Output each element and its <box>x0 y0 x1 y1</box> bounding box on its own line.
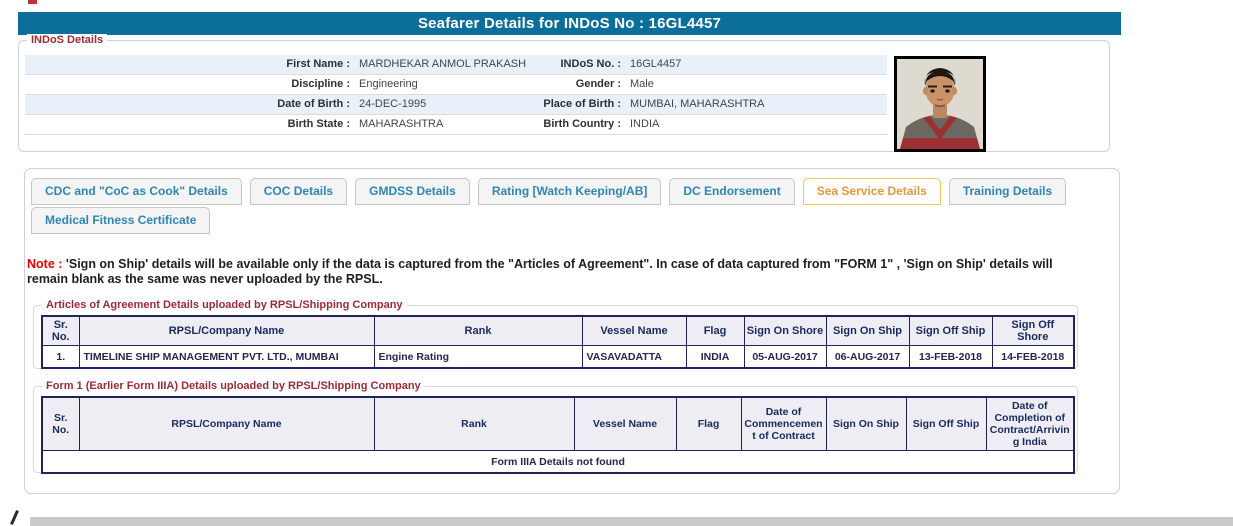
discipline-value: Engineering <box>359 78 418 90</box>
col-rpsl-company: RPSL/Company Name <box>79 316 374 346</box>
sign-on-ship-note <box>27 257 1085 287</box>
indos-row-state <box>25 115 887 135</box>
articles-of-agreement-legend: Articles of Agreement Details uploaded by RPSL/Shipping Company <box>42 299 407 311</box>
form1-fieldset <box>33 380 1078 473</box>
tab-rating-watch-keeping[interactable]: Rating [Watch Keeping/AB] <box>478 178 662 205</box>
form-iiia-not-found-message: Form IIIA Details not found <box>42 451 1074 474</box>
seafarer-photo <box>894 56 986 152</box>
tab-medical-fitness-certificate[interactable]: Medical Fitness Certificate <box>31 207 210 234</box>
col-sr-no: Sr. No. <box>42 316 79 346</box>
tab-coc-details[interactable]: COC Details <box>250 178 347 205</box>
stray-red-mark <box>28 0 37 4</box>
cell-sr-no: 1. <box>42 346 79 369</box>
col-date-completion: Date of Completion of Contract/Arriving India <box>986 397 1074 451</box>
col-flag: Flag <box>676 397 741 451</box>
first-name-label: First Name : <box>286 58 350 70</box>
cell-sign-off-shore: 14-FEB-2018 <box>992 346 1074 369</box>
dob-value: 24-DEC-1995 <box>359 98 427 110</box>
dob-label: Date of Birth : <box>277 98 350 110</box>
indos-details-legend: INDoS Details <box>27 34 107 46</box>
gender-label: Gender : <box>575 78 621 90</box>
empty-message-row <box>42 451 1074 474</box>
col-rank: Rank <box>374 316 582 346</box>
col-sign-on-ship: Sign On Ship <box>826 397 906 451</box>
col-date-commencement: Date of Commencement of Contract <box>741 397 826 451</box>
table-header-row <box>42 316 1074 346</box>
cell-flag: INDIA <box>686 346 744 369</box>
col-sign-off-ship: Sign Off Ship <box>909 316 992 346</box>
cell-rpsl-company: TIMELINE SHIP MANAGEMENT PVT. LTD., MUMBAI <box>79 346 374 369</box>
tab-bar-row-1 <box>31 178 1066 205</box>
indos-details-grid <box>25 55 887 135</box>
tab-cdc-coc-cook[interactable]: CDC and "CoC as Cook" Details <box>31 178 242 205</box>
place-of-birth-label: Place of Birth : <box>543 98 621 110</box>
form1-legend: Form 1 (Earlier Form IIIA) Details uploaded by RPSL/Shipping Company <box>42 380 425 392</box>
col-flag: Flag <box>686 316 744 346</box>
place-of-birth-value: MUMBAI, MAHARASHTRA <box>630 98 765 110</box>
first-name-value: MARDHEKAR ANMOL PRAKASH <box>359 58 527 70</box>
cell-rank: Engine Rating <box>374 346 582 369</box>
page-title: Seafarer Details for INDoS No : 16GL4457 <box>18 12 1121 35</box>
indos-row-name <box>25 55 887 75</box>
birth-state-label: Birth State : <box>287 118 350 130</box>
tab-bar-row-2 <box>31 207 210 234</box>
tab-dc-endorsement[interactable]: DC Endorsement <box>669 178 794 205</box>
indos-details-panel <box>18 34 1110 152</box>
gender-value: Male <box>630 78 654 90</box>
tab-gmdss-details[interactable]: GMDSS Details <box>355 178 470 205</box>
sea-service-panel <box>24 168 1120 494</box>
tab-training-details[interactable]: Training Details <box>949 178 1066 205</box>
indos-row-birth <box>25 95 887 115</box>
stray-pen-mark <box>10 510 19 525</box>
cell-sign-on-shore: 05-AUG-2017 <box>744 346 826 369</box>
cell-sign-on-ship: 06-AUG-2017 <box>826 346 909 369</box>
articles-of-agreement-fieldset <box>33 299 1078 369</box>
col-vessel-name: Vessel Name <box>574 397 676 451</box>
indos-no-value: 16GL4457 <box>630 58 682 70</box>
col-rank: Rank <box>374 397 574 451</box>
table-header-row <box>42 397 1074 451</box>
cell-vessel-name: VASAVADATTA <box>582 346 686 369</box>
horizontal-scrollbar[interactable] <box>30 517 1233 526</box>
note-prefix: Note : <box>27 257 63 271</box>
birth-state-value: MAHARASHTRA <box>359 118 444 130</box>
col-sign-off-ship: Sign Off Ship <box>906 397 986 451</box>
col-sr-no: Sr. No. <box>42 397 79 451</box>
col-sign-on-shore: Sign On Shore <box>744 316 826 346</box>
discipline-label: Discipline : <box>291 78 350 90</box>
birth-country-value: INDIA <box>630 118 660 130</box>
indos-no-label: INDoS No. : <box>560 58 621 70</box>
col-sign-on-ship: Sign On Ship <box>826 316 909 346</box>
birth-country-label: Birth Country : <box>543 118 621 130</box>
col-vessel-name: Vessel Name <box>582 316 686 346</box>
cell-sign-off-ship: 13-FEB-2018 <box>909 346 992 369</box>
col-rpsl-company: RPSL/Company Name <box>79 397 374 451</box>
tab-sea-service-details[interactable]: Sea Service Details <box>803 178 941 205</box>
indos-row-discipline <box>25 75 887 95</box>
note-body: 'Sign on Ship' details will be available only if the data is captured from the "Articles of Agreement". In case of data captured from "FORM 1" , 'Sign on Ship' details will remain blank as the same was never uploaded by the RPSL. <box>27 257 1053 286</box>
col-sign-off-shore: Sign Off Shore <box>992 316 1074 346</box>
table-row <box>42 346 1074 369</box>
form1-table <box>41 396 1075 474</box>
articles-of-agreement-table <box>41 315 1075 369</box>
